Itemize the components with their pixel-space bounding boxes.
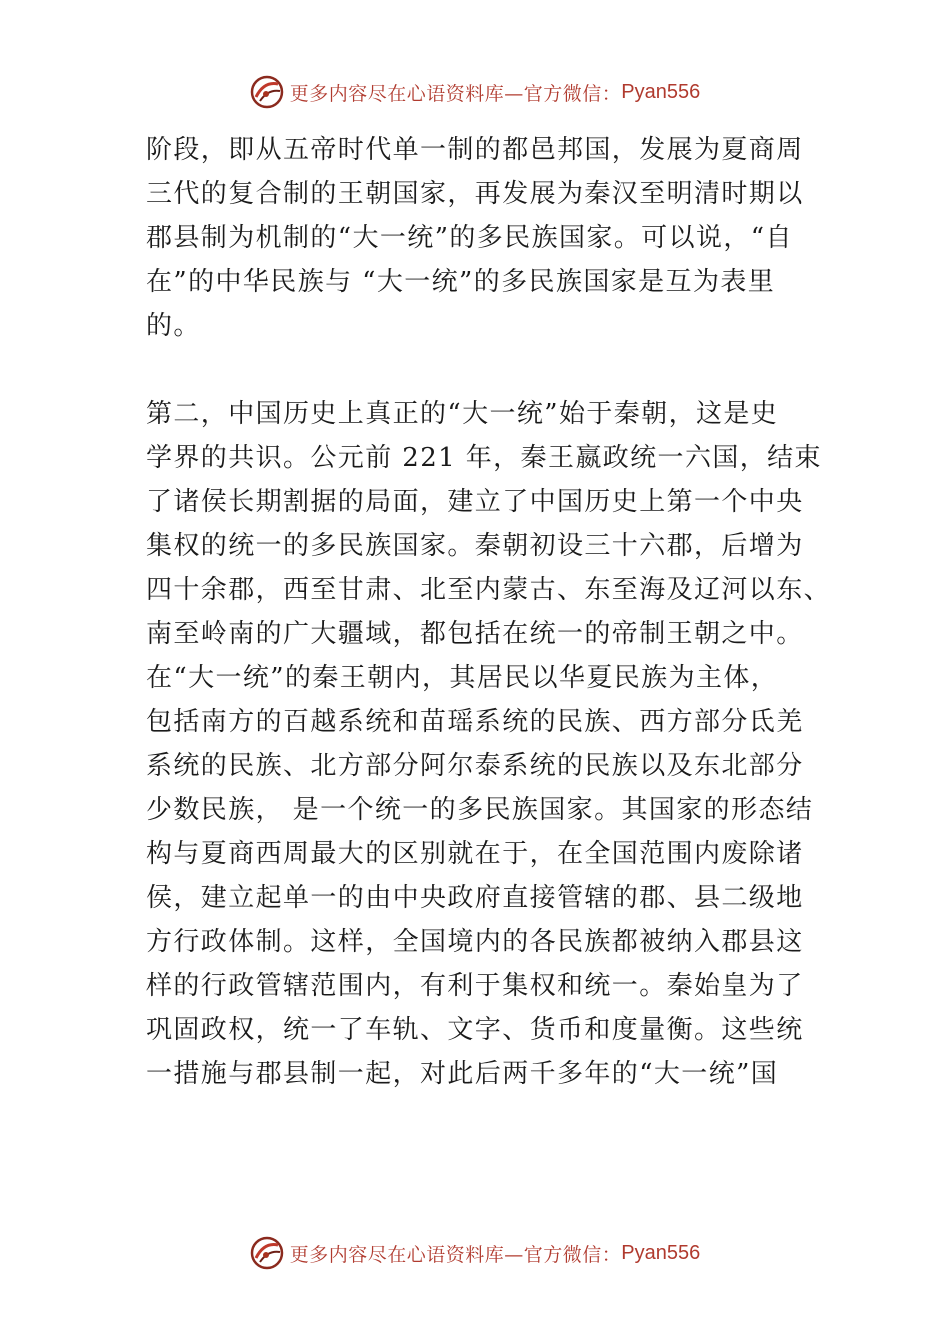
text-line: 在”的中华民族与 “大一统”的多民族国家是互为表里 <box>146 267 776 297</box>
text-line: 学界的共识。公元前 221 年，秦王嬴政统一六国，结束 <box>146 443 822 473</box>
header-banner <box>0 72 950 112</box>
text-line: 巩固政权，统一了车轨、文字、货币和度量衡。这些统 <box>146 1015 804 1045</box>
text-line: 包括南方的百越系统和苗瑶系统的民族、西方部分氐羌 <box>146 707 804 737</box>
text-line: 阶段，即从五帝时代单一制的都邑邦国，发展为夏商周 <box>146 135 804 165</box>
text-line: 了诸侯长期割据的局面，建立了中国历史上第一个中央 <box>146 487 804 517</box>
text-line: 少数民族， 是一个统一的多民族国家。其国家的形态结 <box>146 795 814 825</box>
banner-wechat-id: Pyan556 <box>621 1241 701 1264</box>
paragraph <box>146 392 832 1096</box>
text-line: 方行政体制。这样，全国境内的各民族都被纳入郡县这 <box>146 927 804 957</box>
text-line: 构与夏商西周最大的区别就在于，在全国范围内废除诸 <box>146 839 804 869</box>
banner-text: 更多内容尽在心语资料库—官方微信： <box>289 1243 622 1266</box>
text-line: 的。 <box>146 311 201 341</box>
text-line: 集权的统一的多民族国家。秦朝初设三十六郡，后增为 <box>146 531 804 561</box>
logo-icon <box>250 1236 284 1270</box>
paragraph-spacer <box>146 348 808 392</box>
text-line: 一措施与郡县制一起，对此后两千多年的“大一统”国 <box>146 1059 779 1089</box>
text-line: 郡县制为机制的“大一统”的多民族国家。可以说，“自 <box>146 223 793 253</box>
text-line: 第二，中国历史上真正的“大一统”始于秦朝，这是史 <box>146 399 779 429</box>
logo-icon <box>250 75 284 109</box>
text-line: 在“大一统”的秦王朝内，其居民以华夏民族为主体， <box>146 663 779 693</box>
banner-wechat-id: Pyan556 <box>621 80 701 103</box>
text-line: 样的行政管辖范围内，有利于集权和统一。秦始皇为了 <box>146 971 804 1001</box>
text-line: 侯，建立起单一的由中央政府直接管辖的郡、县二级地 <box>146 883 804 913</box>
text-line: 四十余郡，西至甘肃、北至内蒙古、东至海及辽河以东、 <box>146 575 832 605</box>
text-line: 系统的民族、北方部分阿尔泰系统的民族以及东北部分 <box>146 751 804 781</box>
footer-banner <box>0 1233 950 1273</box>
text-line: 南至岭南的广大疆域，都包括在统一的帝制王朝之中。 <box>146 619 804 649</box>
banner-text: 更多内容尽在心语资料库—官方微信： <box>289 82 622 105</box>
text-line: 三代的复合制的王朝国家，再发展为秦汉至明清时期以 <box>146 179 804 209</box>
document-body <box>146 128 832 1096</box>
paragraph <box>146 128 808 348</box>
